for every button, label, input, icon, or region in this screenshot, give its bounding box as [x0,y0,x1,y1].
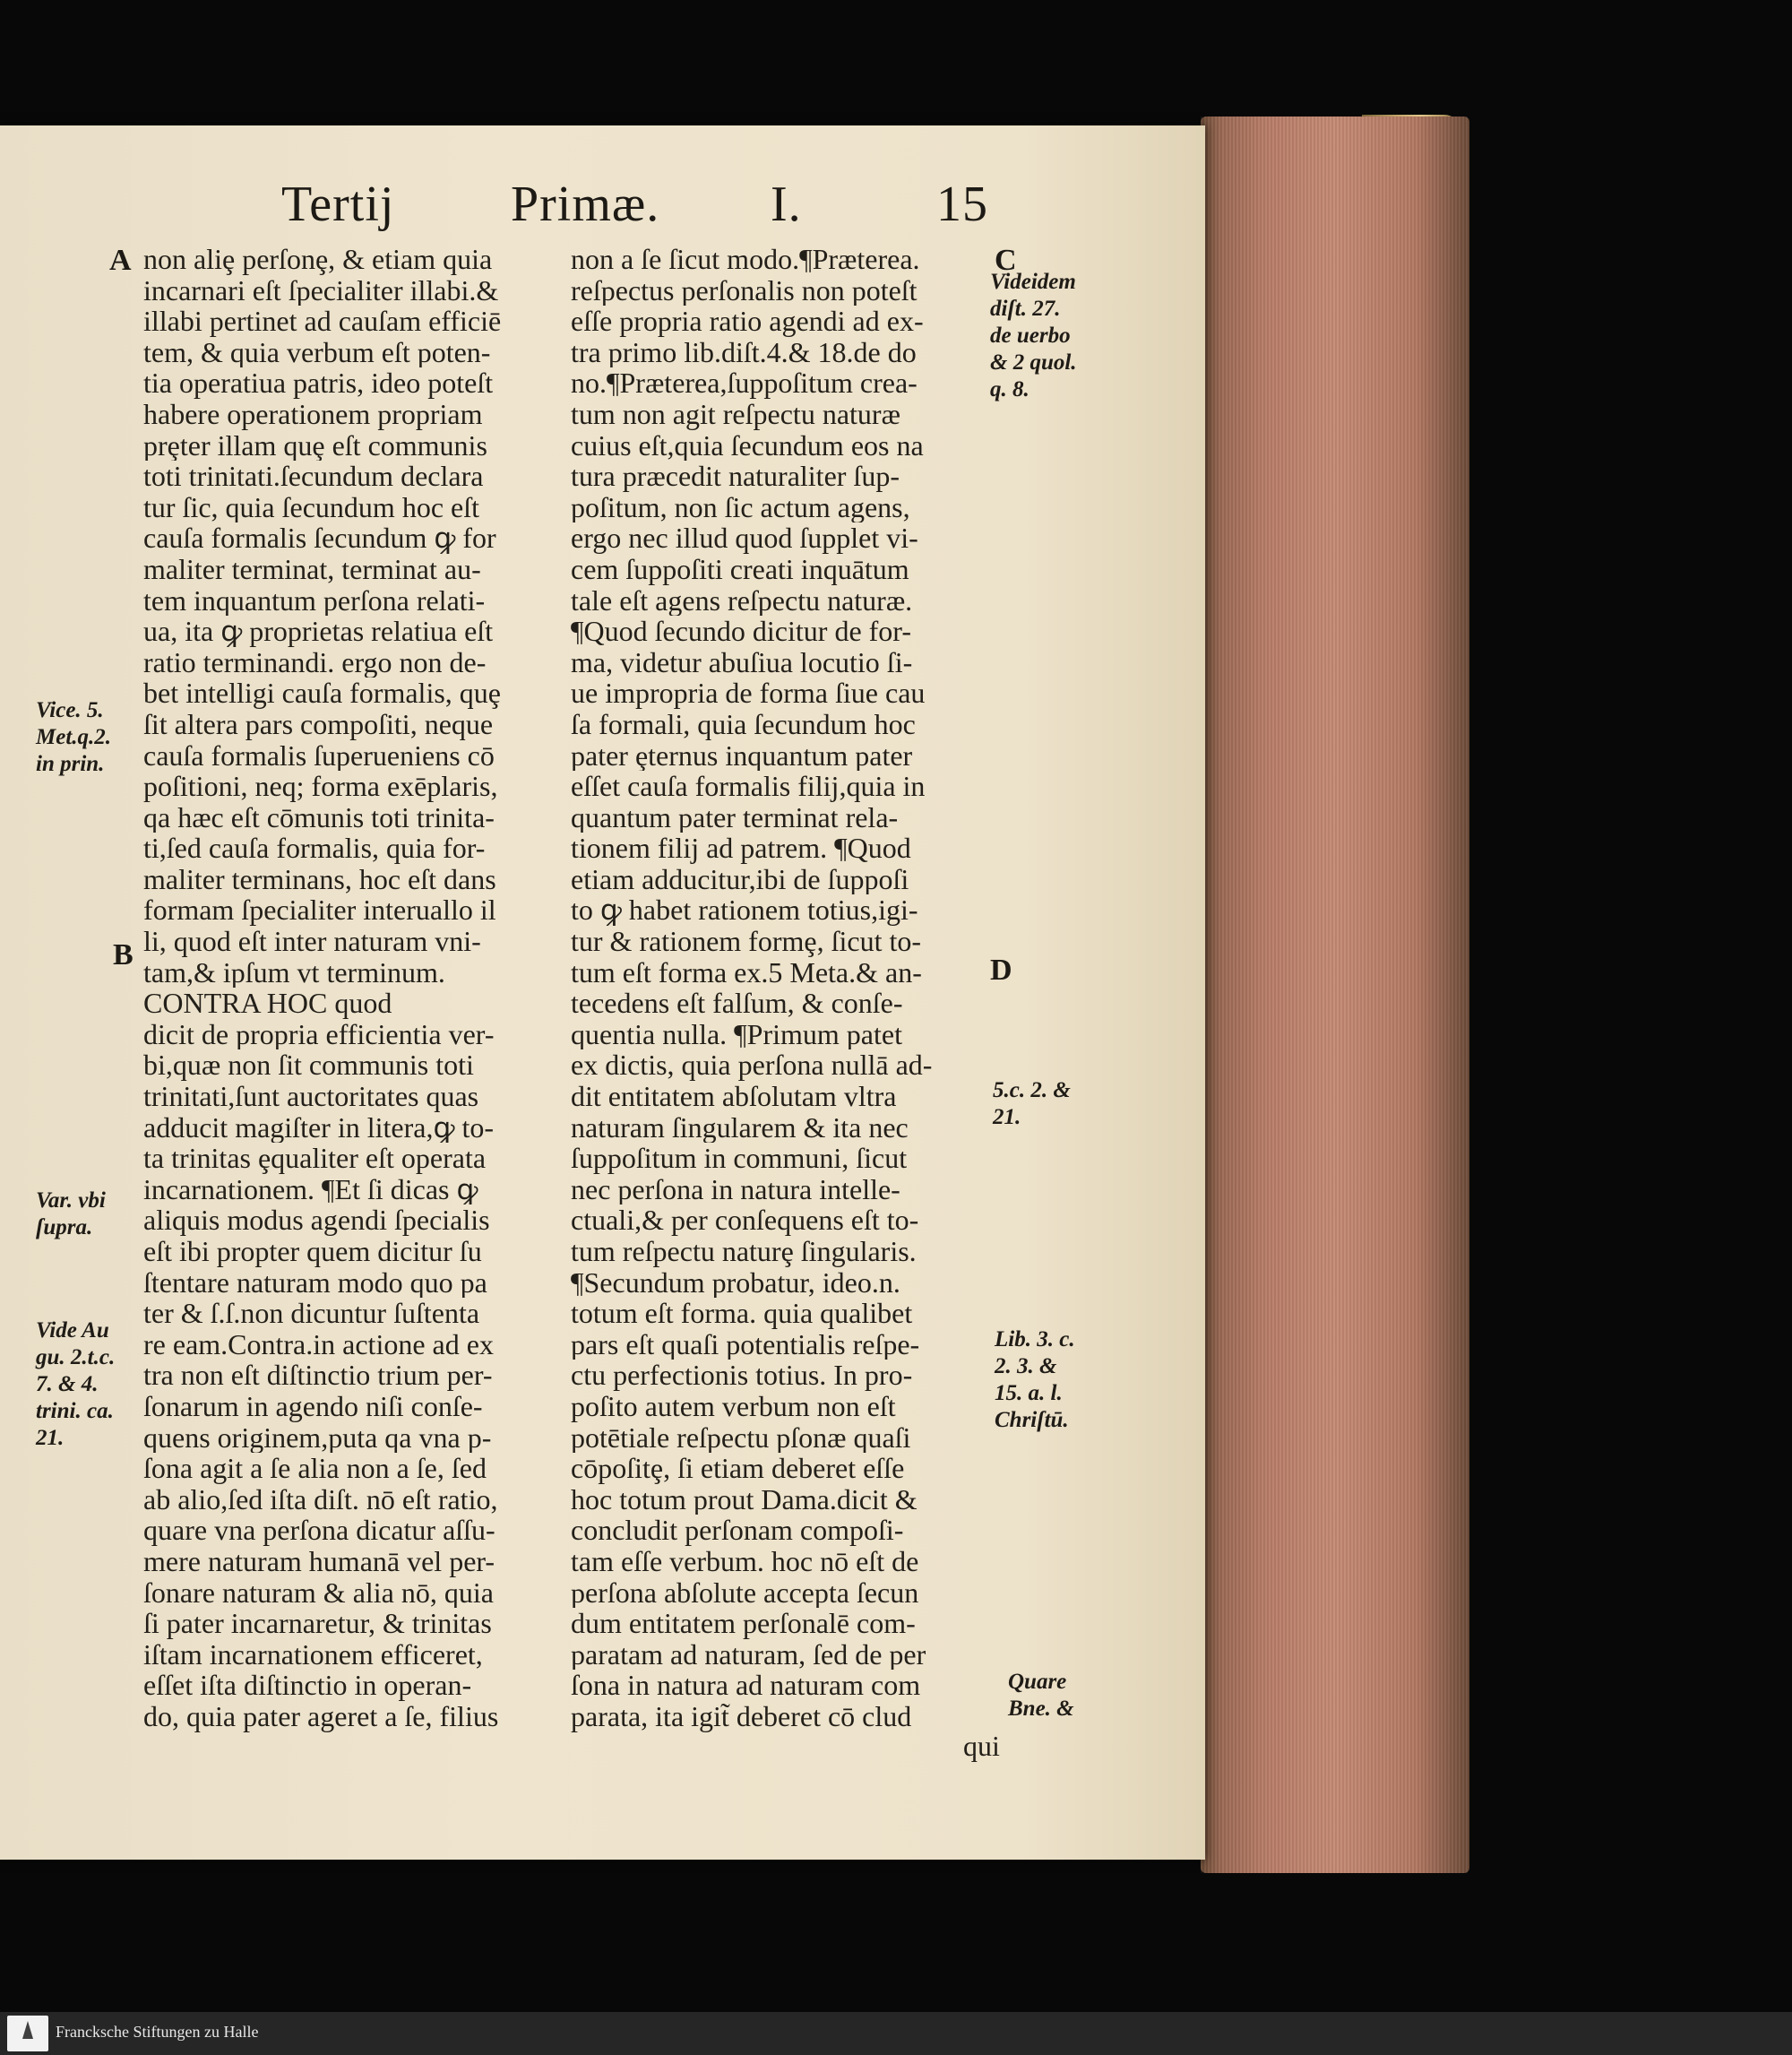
text-line: naturam ſingularem & ita nec [571,1111,909,1144]
text-line: mere naturam humanā vel per- [143,1545,495,1577]
section-letter-a: A [109,244,132,277]
text-line: ſona agit a ſe alia non a ſe, ſed [143,1453,487,1484]
text-line: maliter terminans, hoc eſt dans [143,863,496,895]
text-line: ter & ſ.ſ.non dicuntur ſuſtenta [143,1298,480,1329]
text-line: tale eſt agens reſpectu naturæ. [571,584,913,617]
text-line: ctuali,& per conſequens eſt to- [571,1205,919,1236]
text-line: ex dictis, quia perſona nullā ad- [571,1049,933,1082]
running-head-left: Tertij [281,177,395,232]
text-line: quens originem,puta qa vna p- [143,1421,492,1454]
text-line: bi,quæ non ſit communis toti [143,1049,474,1082]
text-line: ab alio,ſed iſta diſt. nō eſt ratio, [143,1483,498,1515]
text-line: parata, ita igit̃ deberet cō clud [571,1700,912,1732]
margin-note-line: in prin. [36,752,105,776]
text-line: cuius eſt,quia ſecundum eos na [571,429,924,462]
text-line: prȩter illam quȩ eſt communis [143,429,487,462]
text-line: dum entitatem perſonalē com- [571,1608,916,1639]
left-text-column [143,244,551,1732]
book-fore-edge [1201,117,1469,1873]
margin-note-line: Quare [1008,1670,1067,1694]
catchword: qui [963,1730,1000,1762]
text-line: tam,& ipſum vt terminum. [143,956,445,989]
text-line: nec perſona in natura intelle- [571,1173,900,1205]
text-line: incarnationem. ¶Et ſi dicas ꝙ [143,1173,478,1205]
text-line: potētiale reſpectu pſonæ quaſi [571,1421,911,1454]
text-line: no.¶Præterea,ſuppoſitum crea- [571,367,918,399]
text-line: pars eſt quaſi potentialis reſpe- [571,1328,920,1360]
text-line: tur & rationem formȩ, ſicut to- [571,926,921,957]
text-line: ¶Secundum probatur, ideo.n. [571,1266,900,1299]
text-line: reſpectus perſonalis non poteſt [571,274,918,307]
text-line: eſſet iſta diſtinctio in operan- [143,1670,472,1701]
text-line: ta trinitas ȩqualiter eſt operata [143,1143,487,1174]
text-line: etiam adducitur,ibi de ſuppoſi [571,863,909,895]
text-line: hoc totum prout Dama.dicit & [571,1483,918,1515]
margin-note-line: Vice. 5. [36,698,104,722]
section-letter-c: C [995,244,1017,277]
text-line: tecedens eſt falſum, & conſe- [571,988,903,1019]
text-line: ti,ſed cauſa formalis, quia for- [143,833,486,864]
text-line: trinitati,ſunt auctoritates quas [143,1081,479,1112]
text-line: ¶Quod ſecundo dicitur de for- [571,616,911,647]
text-line: bet intelligi cauſa formalis, quȩ [143,678,501,709]
text-line: ua, ita ꝙ proprietas relatiua eſt [143,616,494,647]
margin-note-line: Videidem [990,270,1076,294]
margin-note-right-2 [993,1077,1071,1131]
margin-note-line: de uerbo [990,324,1071,348]
text-line: poſito autem verbum non eſt [571,1390,896,1422]
text-line: paratam ad naturam, ſed de per [571,1638,926,1671]
text-line: cauſa formalis ſecundum ꝙ for [143,522,496,554]
text-line: ſuppoſitum in communi, ſicut [571,1143,908,1174]
margin-note-line: Bne. & [1008,1697,1074,1721]
text-line: re eam.Contra.in actione ad ex [143,1328,494,1360]
text-line: dicit de propria efficientia ver- [143,1018,495,1050]
text-line: maliter terminat, terminat au- [143,553,481,585]
margin-note-line: Chriſtū. [995,1408,1069,1432]
text-line: do, quia pater ageret a ſe, filius [143,1700,499,1732]
text-line: ſi pater incarnaretur, & trinitas [143,1608,492,1639]
text-line: toti trinitati.ſecundum declara [143,461,484,492]
text-line: to ꝙ habet rationem totius,igi- [571,894,918,927]
text-line: quantum pater terminat rela- [571,801,899,833]
text-line: tura præcedit naturaliter ſup- [571,461,900,492]
text-line: tem inquantum perſona relati- [143,584,486,617]
text-line: ſonarum in agendo niſi conſe- [143,1390,483,1422]
margin-note-line: 21. [993,1105,1021,1129]
text-line: quare vna perſona dicatur aſſu- [143,1515,495,1546]
margin-note-right-3 [995,1326,1075,1434]
text-line: CONTRA HOC quod [143,988,392,1019]
margin-note-line: Vide Au [36,1318,109,1343]
margin-note-line: trini. ca. [36,1399,114,1423]
margin-note-right-4 [1008,1669,1074,1723]
margin-note-line: gu. 2.t.c. [36,1345,116,1369]
text-line: ſit altera pars compoſiti, neque [143,708,494,740]
text-line: qa hæc eſt cōmunis toti trinita- [143,801,495,833]
running-head-middle: Primæ. [511,177,660,232]
text-line: incarnari eſt ſpecialiter illabi.& [143,274,499,307]
margin-note-line: Lib. 3. c. [995,1327,1075,1351]
margin-note-line: 7. & 4. [36,1372,99,1396]
page-number: 15 [936,177,988,232]
text-line: eſſet cauſa formalis filij,quia in [571,771,926,802]
text-line: habere operationem propriam [143,398,483,430]
text-line: tum reſpectu naturȩ ſingularis. [571,1236,917,1267]
text-line: tur ſic, quia ſecundum hoc eſt [143,491,479,523]
text-line: quentia nulla. ¶Primum patet [571,1018,902,1050]
text-line: tia operatiua patris, ideo poteſt [143,367,494,399]
text-line: illabi pertinet ad cauſam efficiē [143,306,502,337]
text-line: dit entitatem abſolutam vltra [571,1081,897,1112]
text-line: eſſe propria ratio agendi ad ex- [571,306,924,337]
margin-note-line: Var. vbi [36,1188,106,1213]
margin-note-left-3 [36,1317,115,1452]
margin-note-line: 15. a. l. [995,1381,1063,1405]
text-line: li, quod eſt inter naturam vni- [143,926,481,957]
margin-note-left-1 [36,697,111,778]
text-line: tra primo lib.diſt.4.& 18.de do [571,336,917,368]
margin-note-line: q. 8. [990,377,1030,402]
margin-note-line: diſt. 27. [990,297,1061,321]
institution-logo-icon [7,2016,48,2051]
text-line: cauſa formalis ſuperueniens cō [143,739,495,772]
text-line: iſtam incarnationem efficeret, [143,1638,483,1671]
margin-note-line: 5.c. 2. & [993,1078,1071,1102]
text-line: tionem filij ad patrem. ¶Quod [571,833,911,864]
text-line: tum non agit reſpectu naturæ [571,398,900,430]
margin-note-line: Met.q.2. [36,725,112,749]
margin-note-line: & 2 quol. [990,350,1077,375]
text-line: ſa formali, quia ſecundum hoc [571,708,916,740]
footer-institution: Francksche Stiftungen zu Halle [56,2023,259,2041]
text-line: cōpoſitȩ, ſi etiam deberet eſſe [571,1453,905,1484]
right-text-column [571,244,992,1732]
text-line: ſtentare naturam modo quo pa [143,1266,487,1299]
text-line: ſona in natura ad naturam com [571,1670,921,1701]
text-line: ſonare naturam & alia nō, quia [143,1576,494,1609]
text-line: tam eſſe verbum. hoc nō eſt de [571,1545,919,1577]
margin-note-line: 21. [36,1426,65,1450]
text-line: tem, & quia verbum eſt poten- [143,336,491,368]
text-line: non a ſe ſicut modo.¶Præterea. [571,244,920,275]
text-line: tra non eſt diſtinctio trium per- [143,1360,493,1391]
margin-note-line: 2. 3. & [995,1354,1057,1378]
section-letter-d: D [990,954,1012,987]
text-line: poſitum, non ſic actum agens, [571,491,910,523]
text-line: non aliȩ perſonȩ, & etiam quia [143,244,493,275]
text-line: ma, videtur abuſiua locutio ſi- [571,646,913,678]
text-line: ergo nec illud quod ſupplet vi- [571,522,918,554]
text-line: cem ſuppoſiti creati inquātum [571,553,909,585]
text-line: eſt ibi propter quem dicitur ſu [143,1236,482,1267]
text-line: formam ſpecialiter interuallo il [143,894,496,927]
text-line: adducit magiſter in litera,ꝙ to- [143,1111,495,1144]
running-head-roman: I. [771,177,802,232]
text-line: pater ȩternus inquantum pater [571,739,913,772]
footer-bar [0,2012,1792,2055]
text-line: aliquis modus agendi ſpecialis [143,1205,490,1236]
text-line: ue impropria de forma ſiue cau [571,678,926,709]
text-line: tum eſt forma ex.5 Meta.& an- [571,956,922,989]
margin-note-line: ſupra. [36,1215,93,1239]
running-head [269,176,1004,238]
text-line: concludit perſonam compoſi- [571,1515,904,1546]
text-line: poſitioni, neq; forma exēplaris, [143,771,498,802]
margin-note-right-1 [990,269,1077,403]
text-line: perſona abſolute accepta ſecun [571,1576,919,1609]
text-line: ctu perfectionis totius. In pro- [571,1360,913,1391]
section-letter-b: B [113,938,134,971]
text-line: ratio terminandi. ergo non de- [143,646,487,678]
margin-note-left-2 [36,1187,106,1241]
text-line: totum eſt forma. quia qualibet [571,1298,913,1329]
